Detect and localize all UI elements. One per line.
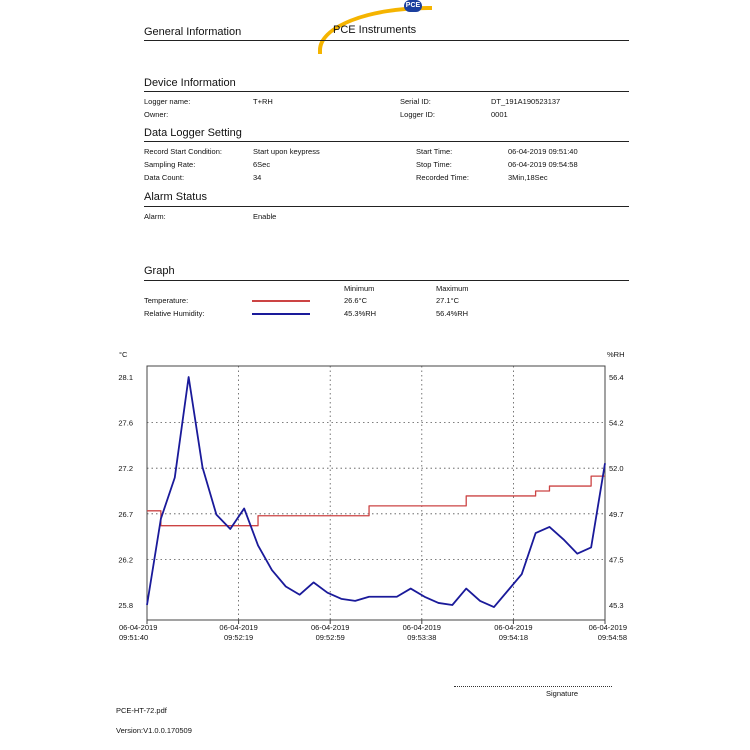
stop-time-value: 06-04-2019 09:54:58 (508, 160, 578, 169)
temperature-max: 27.1°C (436, 296, 460, 305)
chart-grid (147, 366, 605, 620)
start-time-label: Start Time: (416, 147, 453, 156)
y-right-tick-label: 47.5 (609, 555, 624, 565)
alarm-label: Alarm: (144, 212, 166, 221)
owner-label: Owner: (144, 110, 169, 119)
y-left-tick-label: 26.2 (118, 555, 133, 565)
start-time-value: 06-04-2019 09:51:40 (508, 147, 578, 156)
x-tick-date-label: 06-04-2019 (311, 623, 350, 632)
data-count-value: 34 (253, 173, 262, 182)
x-tick-time-label: 09:54:18 (498, 633, 529, 642)
humidity-series-line (147, 377, 605, 607)
pdf-filename: PCE-HT-72.pdf (116, 706, 167, 715)
x-tick-date-label: 06-04-2019 (494, 623, 533, 632)
humidity-min: 45.3%RH (344, 309, 377, 318)
device-info-title: Device Information (144, 77, 236, 89)
logger-id-value: 0001 (491, 110, 508, 119)
stop-time-label: Stop Time: (416, 160, 452, 169)
serial-id-label: Serial ID: (400, 97, 431, 106)
humidity-max: 56.4%RH (436, 309, 469, 318)
minimum-header: Minimum (344, 284, 375, 293)
y-left-tick-label: 25.8 (118, 601, 133, 610)
start-condition-value: Start upon keypress (253, 147, 320, 156)
y-left-tick-label: 28.1 (118, 373, 133, 382)
y-right-tick-label: 54.2 (609, 418, 624, 428)
x-tick-date-label: 06-04-2019 (219, 623, 258, 632)
chart-series (147, 377, 605, 607)
version-label: Version:V1.0.0.170509 (116, 726, 192, 735)
recorded-time-value: 3Min,18Sec (508, 173, 548, 182)
x-tick-date-label: 06-04-2019 (588, 623, 627, 632)
sampling-rate-label: Sampling Rate: (144, 160, 196, 169)
y-left-tick-label: 27.2 (118, 464, 133, 474)
y-left-tick-label: 27.6 (118, 418, 133, 428)
x-tick-time-label: 09:51:40 (119, 633, 149, 642)
alarm-status-title: Alarm Status (144, 191, 207, 203)
pce-logo-badge: PCE (404, 0, 422, 12)
x-tick-time-label: 09:52:19 (223, 633, 254, 642)
sampling-rate-value: 6Sec (253, 160, 271, 169)
recorded-time-label: Recorded Time: (416, 173, 469, 182)
signature-line (454, 686, 612, 687)
graph-title: Graph (144, 265, 175, 277)
logger-name-value: T+RH (253, 97, 273, 106)
brand-name: PCE Instruments (333, 24, 417, 36)
x-tick-date-label: 06-04-2019 (119, 623, 158, 632)
y-right-tick-label: 49.7 (609, 509, 624, 519)
serial-id-value: DT_191A190523137 (491, 97, 561, 106)
chart-ticks (118, 350, 627, 642)
data-count-label: Data Count: (144, 173, 185, 182)
y-right-tick-label: 56.4 (609, 373, 624, 382)
temperature-series-line (147, 476, 605, 526)
temperature-min: 26.6°C (344, 296, 368, 305)
start-condition-label: Record Start Condition: (144, 147, 222, 156)
logger-setting-title: Data Logger Setting (144, 127, 242, 139)
y-left-tick-label: 26.7 (118, 509, 133, 519)
x-tick-time-label: 09:54:58 (597, 633, 627, 642)
y-right-unit-label: %RH (607, 350, 625, 359)
x-tick-date-label: 06-04-2019 (402, 623, 441, 632)
logger-name-label: Logger name: (144, 97, 191, 106)
general-info-title: General Information (144, 26, 242, 38)
alarm-value: Enable (253, 212, 277, 221)
maximum-header: Maximum (436, 284, 469, 293)
humidity-legend-label: Relative Humidity: (144, 309, 205, 318)
signature-label: Signature (546, 689, 579, 698)
y-right-tick-label: 45.3 (609, 601, 624, 610)
x-tick-time-label: 09:53:38 (407, 633, 437, 642)
x-tick-time-label: 09:52:59 (315, 633, 345, 642)
temperature-legend-label: Temperature: (144, 296, 189, 305)
plot-frame (147, 366, 605, 620)
y-right-tick-label: 52.0 (609, 464, 624, 474)
y-left-unit-label: °C (119, 350, 128, 359)
logger-id-label: Logger ID: (400, 110, 436, 119)
